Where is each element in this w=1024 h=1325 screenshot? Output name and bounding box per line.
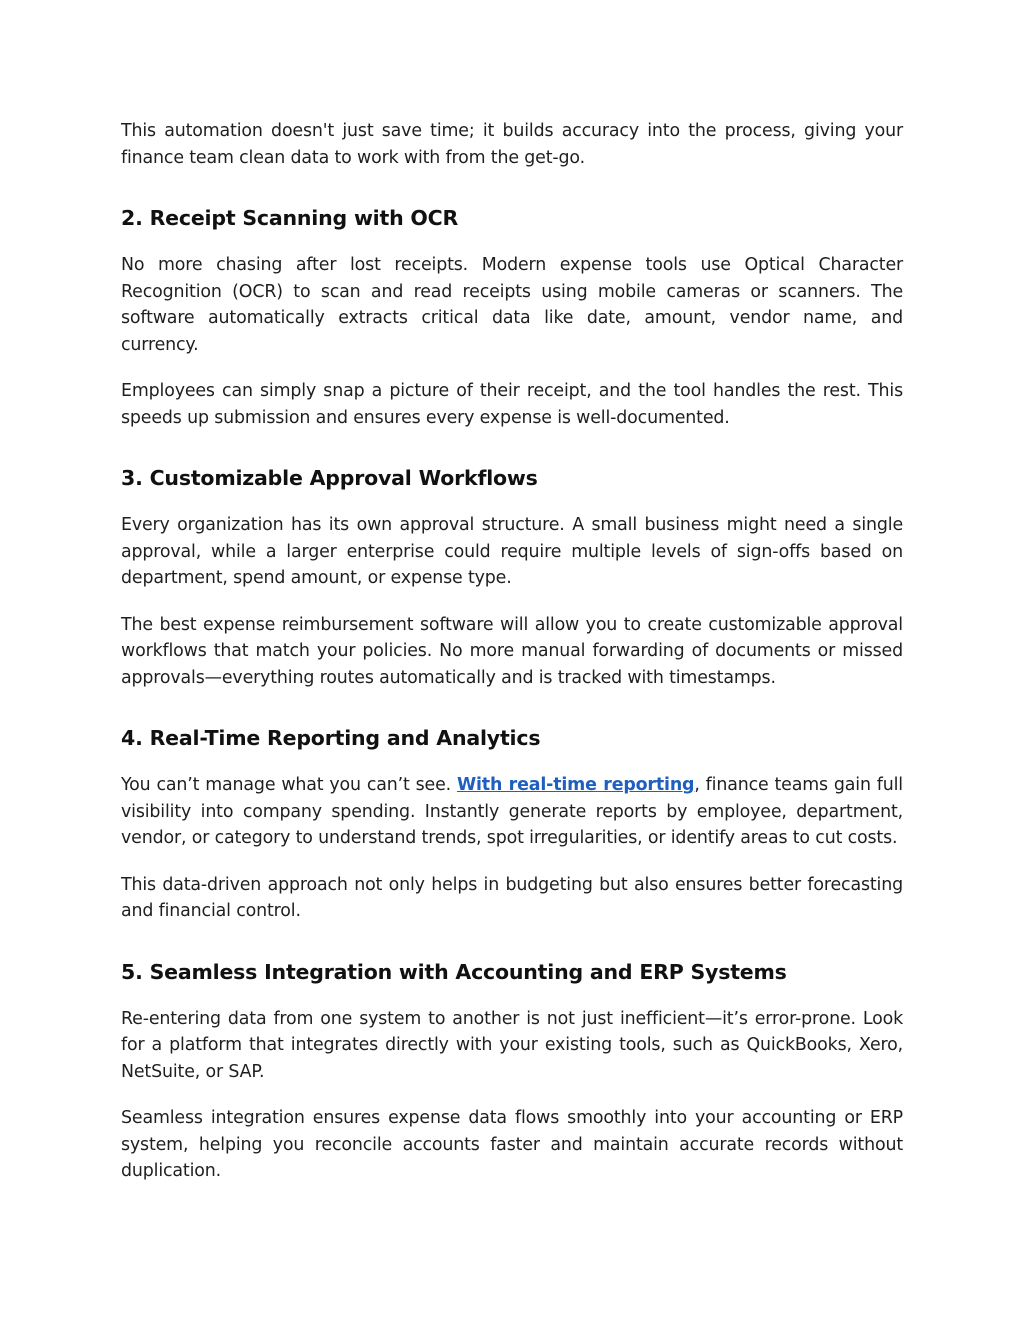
real-time-reporting-link[interactable]: With real-time reporting xyxy=(456,775,695,795)
integration-paragraph-2: Seamless integration ensures expense data flows smoothly into your accounting or ERP system, helping you reconcile accounts faster and maintain accurate records without duplication. xyxy=(121,1108,903,1181)
document-page xyxy=(121,118,903,1205)
real-time-reporting-paragraph-1 xyxy=(121,772,903,852)
receipt-scanning-paragraph-1: No more chasing after lost receipts. Modern expense tools use Optical Character Recognition (OCR) to scan and read receipts using mobile cameras or scanners. The software automatically extracts critical data like date, amount, vendor name, and currency. xyxy=(121,255,903,355)
approval-workflows-paragraph-1: Every organization has its own approval structure. A small business might need a single approval, while a larger enterprise could require multiple levels of sign-offs based on department, spend amount, or expense type. xyxy=(121,515,903,588)
section-heading-receipt-scanning: 2. Receipt Scanning with OCR xyxy=(121,206,459,230)
approval-workflows-paragraph-2: The best expense reimbursement software will allow you to create customizable approval workflows that match your policies. No more manual forwarding of documents or missed approvals—everything routes automatically and is tracked with timestamps. xyxy=(121,614,903,688)
section-heading-real-time-reporting: 4. Real-Time Reporting and Analytics xyxy=(121,726,541,750)
section-heading-integration: 5. Seamless Integration with Accounting and ERP Systems xyxy=(121,959,787,984)
integration-paragraph-1: Re-entering data from one system to another is not just inefficient—it’s error-prone. Look for a platform that integrates directly with your existing tools, such as QuickBooks, Xero, NetSuite, or SAP. xyxy=(121,1008,903,1082)
receipt-scanning-paragraph-2: Employees can simply snap a picture of their receipt, and the tool handles the rest. This speeds up submission and ensures every expense is well-documented. xyxy=(121,381,903,428)
real-time-reporting-paragraph-2: This data-driven approach not only helps in budgeting but also ensures better forecasting and financial control. xyxy=(121,874,903,921)
section-heading-approval-workflows: 3. Customizable Approval Workflows xyxy=(121,466,538,490)
intro-paragraph: This automation doesn't just save time; it builds accuracy into the process, giving your finance team clean data to work with from the get-go. xyxy=(121,121,903,168)
real-time-reporting-text-before-link: You can’t manage what you can’t see. xyxy=(121,775,457,795)
real-time-reporting-text-after-link: , finance teams gain full visibility into company spending. Instantly generate reports by employee, department, vendor, or category to understand trends, spot irregularities, or identify areas to cut costs. xyxy=(121,775,903,848)
